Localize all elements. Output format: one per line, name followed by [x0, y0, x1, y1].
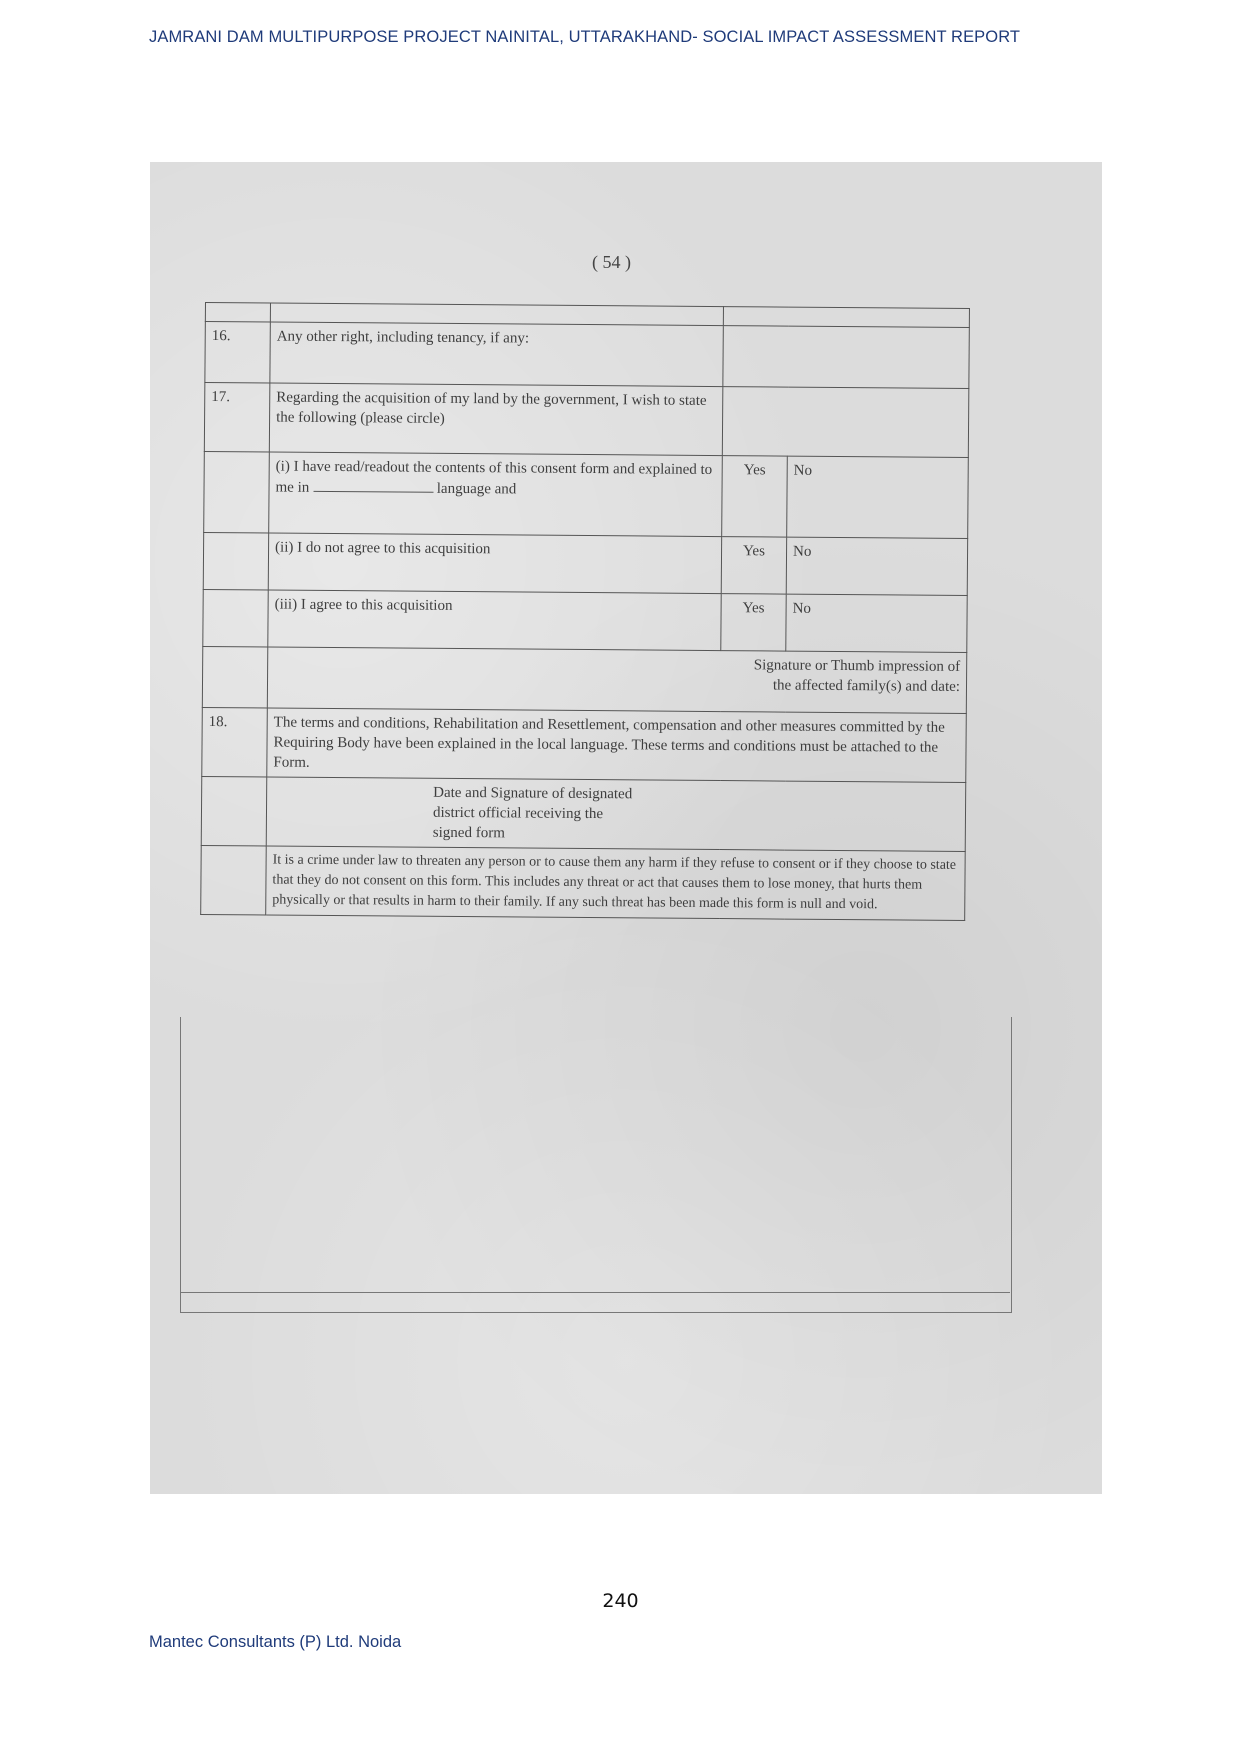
row-number: 16. — [205, 322, 270, 384]
scanned-form-image — [150, 162, 1102, 1494]
consent-form — [200, 302, 970, 921]
signature-block: Signature or Thumb impression of the affected family(s) and date: — [267, 647, 966, 713]
language-blank — [313, 477, 433, 493]
no-option: No — [786, 594, 967, 652]
row-text: The terms and conditions, Rehabilitation and Resettlement, compensation and other measures committed by the Requiring Body have been explained in the local language. These terms and conditions must be attached to the Form. — [267, 708, 967, 782]
table-row — [201, 776, 966, 851]
table-row — [203, 589, 967, 652]
row-number: 17. — [204, 383, 270, 453]
consent-form-table — [200, 302, 970, 921]
table-row — [202, 707, 967, 782]
table-row — [201, 845, 966, 920]
table-row — [204, 451, 969, 538]
row-text: Any other right, including tenancy, if any: — [270, 322, 723, 387]
statement-agree: (iii) I agree to this acquisition — [268, 590, 721, 651]
row-number: 18. — [202, 707, 268, 777]
statement-disagree: (ii) I do not agree to this acquisition — [268, 533, 721, 594]
empty-lower-frame — [180, 1017, 1012, 1313]
yes-option: Yes — [721, 594, 786, 652]
report-header: JAMRANI DAM MULTIPURPOSE PROJECT NAINITAL, UTTARAKHAND- SOCIAL IMPACT ASSESSMENT REPORT — [149, 28, 1021, 46]
scan-page-number: ( 54 ) — [592, 252, 631, 272]
table-row — [205, 322, 969, 389]
divider — [180, 1292, 1010, 1293]
no-option: No — [786, 537, 967, 595]
row-text: Regarding the acquisition of my land by the government, I wish to state the following (please circle) — [269, 383, 723, 456]
legal-warning: It is a crime under law to threaten any person or to cause them any harm if they refuse to consent or if they choose to state that they do not consent on this form. This includes any threat or act that causes them to lose money, that hurts them physically or that results in harm to their family. If any such threat has been made this form is null and void. — [266, 846, 966, 920]
table-row — [202, 646, 966, 713]
yes-option: Yes — [721, 537, 786, 595]
statement-read: (i) I have read/readout the contents of this consent form and explained to me in language and — [269, 452, 723, 537]
page-number: 240 — [602, 1590, 639, 1612]
table-row — [204, 383, 969, 458]
no-option: No — [787, 456, 969, 538]
yes-option: Yes — [722, 456, 788, 538]
official-signature-block: Date and Signature of designated district official receiving the signed form — [266, 777, 966, 851]
table-row — [203, 532, 967, 595]
report-footer: Mantec Consultants (P) Ltd. Noida — [149, 1633, 402, 1651]
